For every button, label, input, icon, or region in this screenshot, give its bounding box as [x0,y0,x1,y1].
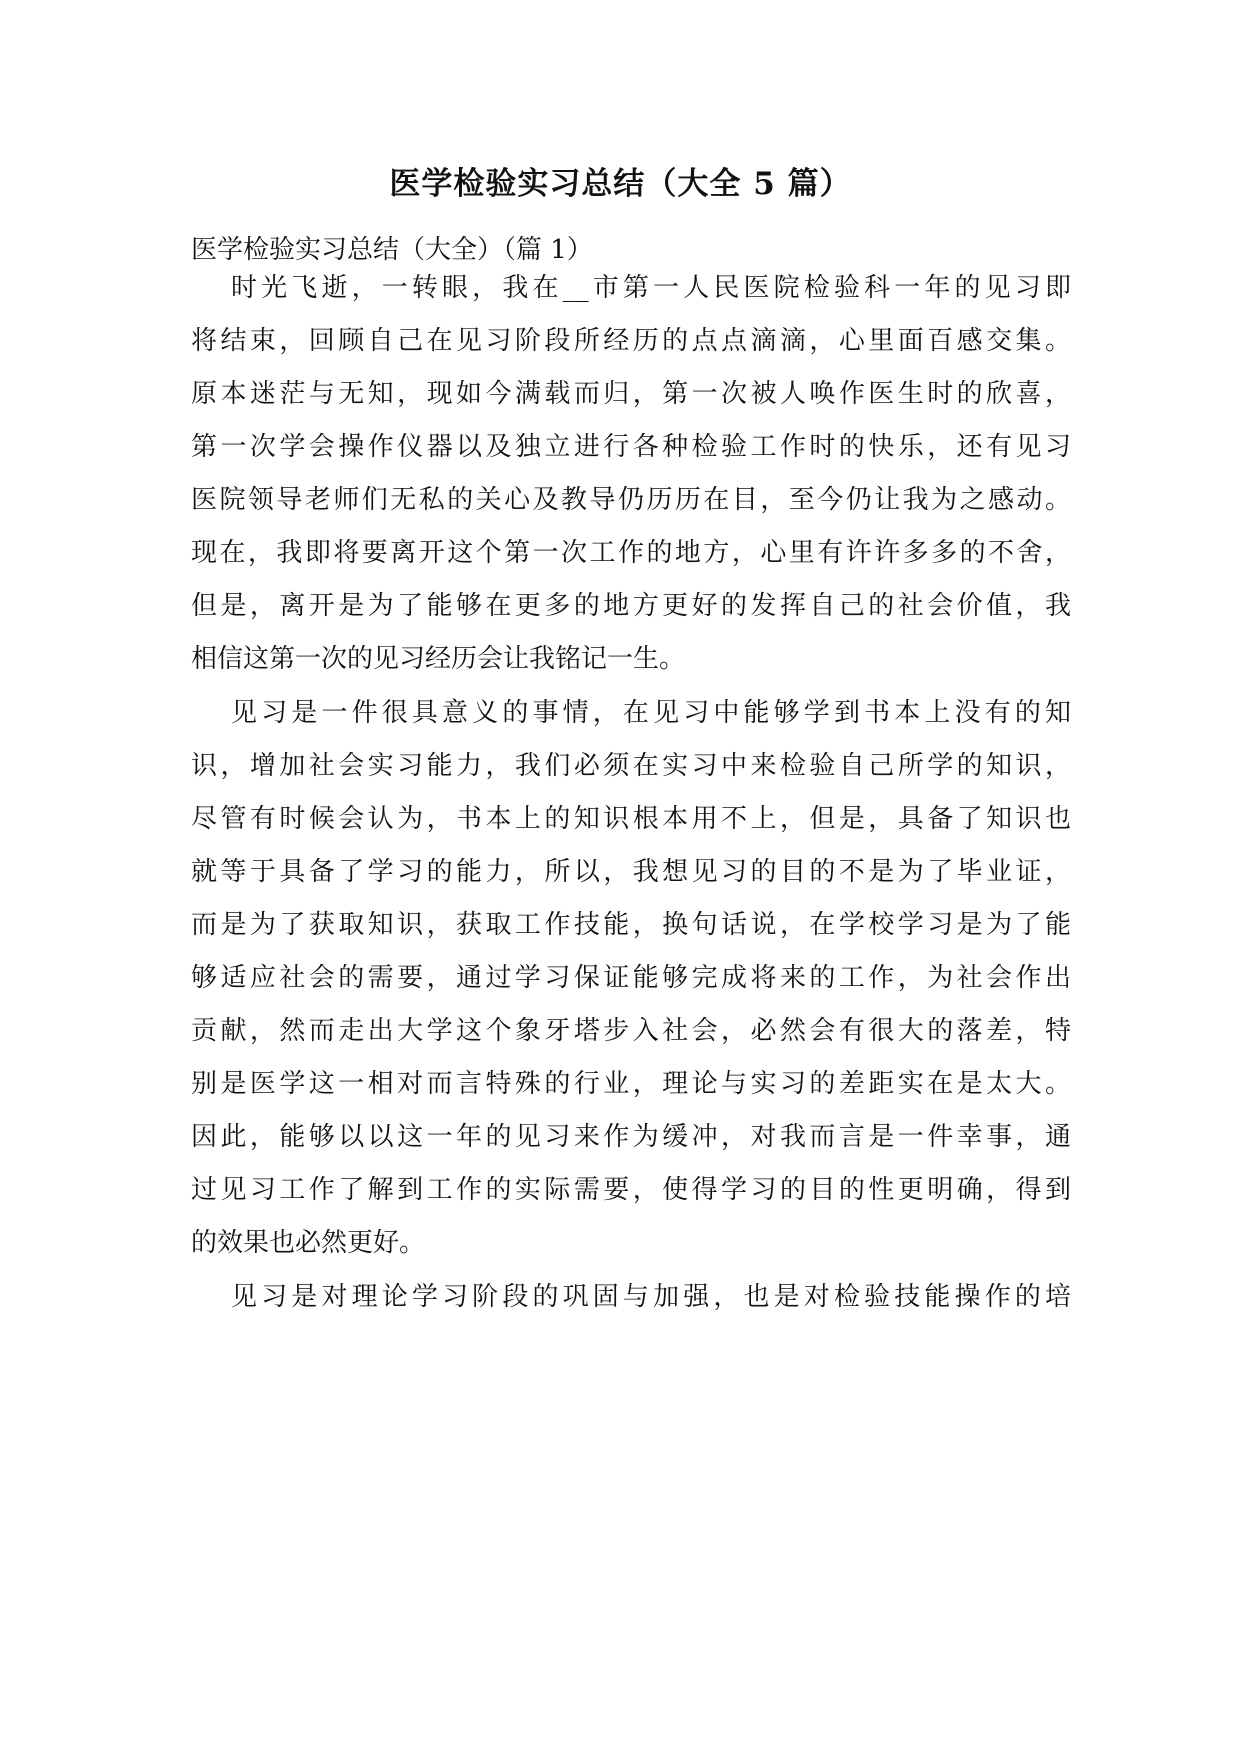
paragraph-line: 原本迷茫与无知，现如今满载而归，第一次被人唤作医生时的欣喜， [191,379,1071,409]
paragraph-line: 时光飞逝，一转眼，我在__市第一人民医院检验科一年的见习即 [231,273,1071,303]
section-heading: 医学检验实习总结（大全）（篇 1） [191,235,593,265]
paragraph-line: 医院领导老师们无私的关心及教导仍历历在目，至今仍让我为之感动。 [191,485,1071,515]
paragraph-line: 过见习工作了解到工作的实际需要，使得学习的目的性更明确，得到 [191,1175,1071,1205]
paragraph-line: 够适应社会的需要，通过学习保证能够完成将来的工作，为社会作出 [191,963,1071,993]
paragraph-line: 就等于具备了学习的能力，所以，我想见习的目的不是为了毕业证， [191,857,1071,887]
paragraph-line: 的效果也必然更好。 [191,1228,426,1258]
paragraph-line: 见习是一件很具意义的事情，在见习中能够学到书本上没有的知 [231,698,1071,728]
paragraph-line: 第一次学会操作仪器以及独立进行各种检验工作时的快乐，还有见习 [191,432,1071,462]
paragraph-line: 相信这第一次的见习经历会让我铭记一生。 [191,644,686,674]
paragraph-line: 尽管有时候会认为，书本上的知识根本用不上，但是，具备了知识也 [191,804,1071,834]
paragraph-line: 而是为了获取知识，获取工作技能，换句话说，在学校学习是为了能 [191,910,1071,940]
document-title: 医学检验实习总结（大全 5 篇） [389,166,852,202]
paragraph-line: 贡献，然而走出大学这个象牙塔步入社会，必然会有很大的落差，特 [191,1016,1071,1046]
paragraph-line: 因此，能够以以这一年的见习来作为缓冲，对我而言是一件幸事，通 [191,1122,1071,1152]
paragraph-line: 别是医学这一相对而言特殊的行业，理论与实习的差距实在是太大。 [191,1069,1071,1099]
paragraph-line: 见习是对理论学习阶段的巩固与加强，也是对检验技能操作的培 [231,1282,1071,1312]
paragraph-line: 现在，我即将要离开这个第一次工作的地方，心里有许许多多的不舍， [191,538,1071,568]
paragraph-line: 将结束，回顾自己在见习阶段所经历的点点滴滴，心里面百感交集。 [191,326,1071,356]
paragraph-line: 但是，离开是为了能够在更多的地方更好的发挥自己的社会价值，我 [191,591,1071,621]
paragraph-line: 识，增加社会实习能力，我们必须在实习中来检验自己所学的知识， [191,751,1071,781]
